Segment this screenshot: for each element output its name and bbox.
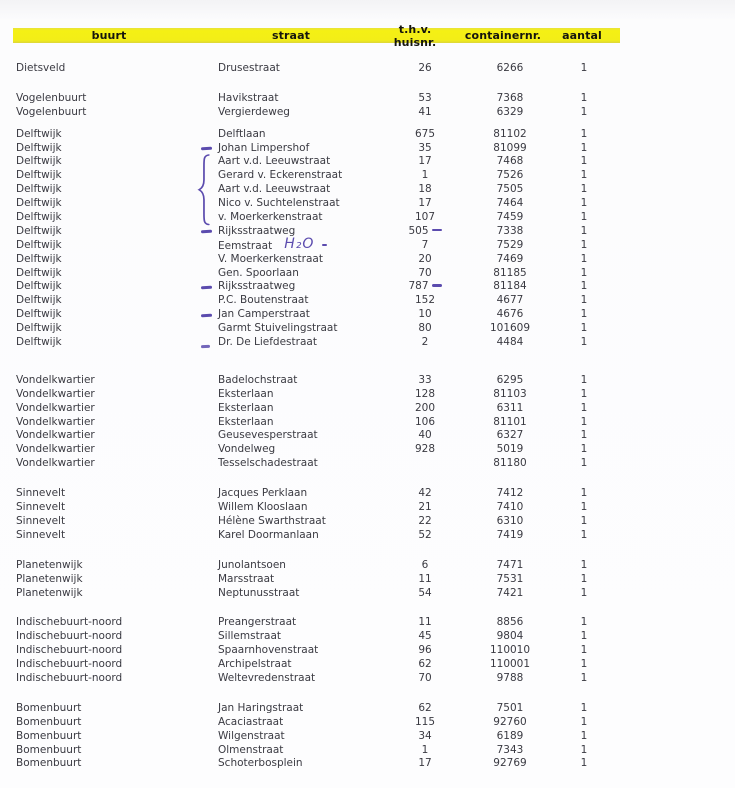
table-row [0, 142, 735, 156]
cell-containernr: 81102 [493, 127, 527, 140]
cell-huisnr: 17 [418, 757, 432, 770]
cell-aantal: 1 [580, 127, 588, 140]
cell-aantal: 1 [580, 169, 588, 182]
cell-straat: Spaarnhovenstraat [218, 644, 319, 657]
cell-aantal: 1 [580, 743, 588, 756]
cell-huisnr: 675 [414, 127, 436, 140]
cell-containernr: 92769 [493, 757, 527, 770]
table-header-row [13, 22, 620, 49]
cell-buurt: Sinnevelt [16, 514, 66, 527]
cell-aantal: 1 [580, 644, 588, 657]
table-row [0, 515, 735, 529]
table-row [0, 183, 735, 197]
handwritten-dash [201, 313, 212, 316]
cell-containernr: 7459 [496, 211, 524, 224]
cell-buurt: Indischebuurt-noord [16, 671, 123, 684]
cell-buurt: Delftwijk [16, 197, 62, 210]
cell-buurt: Delftwijk [16, 224, 62, 237]
section-sinnevelt [0, 487, 735, 543]
cell-straat: Jacques Perklaan [218, 487, 308, 500]
table-row [0, 106, 735, 120]
table-row [0, 336, 735, 350]
cell-straat: Acaciastraat [218, 715, 284, 728]
cell-aantal: 1 [580, 658, 588, 671]
cell-containernr: 101609 [489, 322, 531, 335]
cell-containernr: 81101 [493, 415, 527, 428]
table-row [0, 559, 735, 573]
cell-aantal: 1 [580, 252, 588, 265]
table-row [0, 155, 735, 169]
cell-containernr: 7501 [496, 701, 524, 714]
cell-buurt: Delftwijk [16, 280, 62, 293]
cell-huisnr: 41 [418, 105, 432, 118]
handwritten-brace-icon [197, 154, 212, 226]
table-row [0, 616, 735, 630]
cell-buurt: Sinnevelt [16, 487, 66, 500]
table-row [0, 573, 735, 587]
cell-straat: Aart v.d. Leeuwstraat [218, 183, 331, 196]
cell-straat: Geusevesperstraat [218, 429, 318, 442]
cell-containernr: 7526 [496, 169, 524, 182]
cell-buurt: Delftwijk [16, 294, 62, 307]
handwritten-dash [201, 344, 210, 347]
cell-straat: Delftlaan [218, 127, 266, 140]
cell-straat: Jan Camperstraat [218, 308, 390, 322]
cell-huisnr: 106 [414, 415, 436, 428]
table-row [0, 253, 735, 267]
cell-huisnr: 1 [421, 169, 429, 182]
cell-aantal: 1 [580, 671, 588, 684]
section-bomenbuurt [0, 702, 735, 771]
table-row [0, 658, 735, 672]
cell-containernr: 110001 [489, 658, 531, 671]
cell-huisnr: 787 [390, 280, 460, 294]
cell-containernr: 4676 [496, 308, 524, 321]
section-vondelkwartier [0, 374, 735, 471]
cell-straat: Sillemstraat [218, 630, 281, 643]
cell-containernr: 81184 [493, 280, 527, 293]
table-row [0, 92, 735, 106]
table-row [0, 169, 735, 183]
cell-containernr: 92760 [493, 715, 527, 728]
cell-containernr: 7412 [496, 487, 524, 500]
cell-containernr: 7505 [496, 183, 524, 196]
cell-aantal: 1 [580, 62, 588, 74]
table-row [0, 62, 735, 76]
cell-aantal: 1 [580, 238, 588, 251]
column-header-containernr: containernr. [464, 29, 542, 42]
cell-aantal: 1 [580, 155, 588, 168]
cell-straat: Gerard v. Eckerenstraat [218, 169, 343, 182]
cell-huisnr: 70 [418, 266, 432, 279]
cell-containernr: 7343 [496, 743, 524, 756]
cell-buurt: Indischebuurt-noord [16, 644, 123, 657]
cell-straat: Badelochstraat [218, 373, 298, 386]
cell-straat: Schoterbosplein [218, 757, 303, 770]
cell-straat: Eksterlaan [218, 387, 274, 400]
cell-containernr: 7469 [496, 252, 524, 265]
cell-straat: V. Moerkerkenstraat [218, 252, 323, 265]
cell-straat: Drusestraat [218, 62, 280, 74]
cell-buurt: Delftwijk [16, 308, 62, 321]
table-row [0, 644, 735, 658]
cell-aantal: 1 [580, 429, 588, 442]
cell-containernr: 7529 [496, 238, 524, 251]
cell-containernr: 81185 [493, 266, 527, 279]
cell-containernr: 6266 [496, 62, 524, 74]
cell-containernr: 6327 [496, 429, 524, 442]
table-row [0, 757, 735, 771]
cell-aantal: 1 [580, 487, 588, 500]
cell-huisnr [390, 457, 460, 471]
cell-buurt: Delftwijk [16, 141, 62, 154]
cell-aantal: 1 [580, 211, 588, 224]
cell-huisnr: 22 [418, 514, 432, 527]
table-row [0, 211, 735, 225]
table-row [0, 225, 735, 239]
section-vogelenbuurt [0, 92, 735, 120]
cell-buurt: Sinnevelt [16, 501, 66, 514]
cell-huisnr: 70 [418, 671, 432, 684]
cell-straat: Archipelstraat [218, 658, 292, 671]
section-dietsveld [0, 62, 735, 76]
cell-straat: Tesselschadestraat [218, 457, 318, 470]
cell-containernr: 7421 [496, 586, 524, 599]
cell-huisnr: 10 [418, 308, 432, 321]
column-header-straat: straat [272, 29, 310, 42]
cell-aantal: 1 [580, 457, 588, 470]
cell-aantal: 1 [580, 630, 588, 643]
cell-huisnr: 11 [418, 572, 432, 585]
table-row [0, 267, 735, 281]
cell-aantal: 1 [580, 729, 588, 742]
table-row [0, 443, 735, 457]
cell-containernr: 7368 [496, 91, 524, 104]
cell-huisnr: 26 [418, 62, 432, 74]
cell-aantal: 1 [580, 105, 588, 118]
cell-containernr: 9804 [496, 630, 524, 643]
cell-straat: Olmenstraat [218, 743, 284, 756]
table-row [0, 197, 735, 211]
cell-containernr: 110010 [489, 644, 531, 657]
cell-aantal: 1 [580, 266, 588, 279]
table-row [0, 402, 735, 416]
cell-aantal: 1 [580, 757, 588, 770]
cell-aantal: 1 [580, 91, 588, 104]
table-body [0, 62, 735, 787]
cell-aantal: 1 [580, 514, 588, 527]
cell-buurt: Bomenbuurt [16, 743, 82, 756]
cell-aantal: 1 [580, 336, 588, 349]
cell-buurt: Delftwijk [16, 266, 62, 279]
cell-buurt: Vondelkwartier [16, 401, 95, 414]
cell-huisnr: 33 [418, 373, 432, 386]
table-row [0, 374, 735, 388]
cell-straat: Eksterlaan [218, 415, 274, 428]
cell-buurt: Delftwijk [16, 155, 62, 168]
column-header-buurt: buurt [91, 29, 127, 42]
table-row [0, 744, 735, 758]
cell-containernr: 81099 [493, 141, 527, 154]
cell-huisnr: 80 [418, 322, 432, 335]
cell-huisnr: 53 [418, 91, 432, 104]
cell-buurt: Bomenbuurt [16, 715, 82, 728]
section-delftwijk [0, 128, 735, 350]
cell-containernr: 81103 [493, 387, 527, 400]
cell-containernr: 4484 [496, 336, 524, 349]
table-row [0, 294, 735, 308]
cell-huisnr: 505 [390, 225, 460, 239]
cell-containernr: 7471 [496, 558, 524, 571]
cell-buurt: Planetenwijk [16, 586, 83, 599]
cell-buurt: Bomenbuurt [16, 701, 82, 714]
handwritten-dash [432, 284, 442, 287]
cell-huisnr: 928 [414, 443, 436, 456]
cell-huisnr: 62 [418, 658, 432, 671]
cell-buurt: Sinnevelt [16, 528, 66, 541]
cell-buurt: Delftwijk [16, 336, 62, 349]
cell-aantal: 1 [580, 572, 588, 585]
cell-buurt: Delftwijk [16, 238, 62, 251]
section-planetenwijk [0, 559, 735, 601]
cell-aantal: 1 [580, 443, 588, 456]
table-row [0, 416, 735, 430]
table-row [0, 308, 735, 322]
cell-straat: Garmt Stuivelingstraat [218, 322, 338, 335]
cell-huisnr: 96 [418, 644, 432, 657]
cell-huisnr: 115 [414, 715, 436, 728]
cell-buurt: Planetenwijk [16, 572, 83, 585]
cell-buurt: Vondelkwartier [16, 415, 95, 428]
cell-huisnr: 18 [418, 183, 432, 196]
cell-buurt: Dietsveld [16, 62, 66, 74]
cell-containernr: 4677 [496, 294, 524, 307]
table-row [0, 529, 735, 543]
cell-buurt: Delftwijk [16, 127, 62, 140]
cell-huisnr: 1 [421, 743, 429, 756]
cell-straat: v. Moerkerkenstraat [218, 211, 323, 224]
cell-huisnr: 200 [414, 401, 436, 414]
cell-containernr: 7531 [496, 572, 524, 585]
table-row [0, 487, 735, 501]
cell-aantal: 1 [580, 415, 588, 428]
table-row [0, 587, 735, 601]
cell-buurt: Vondelkwartier [16, 429, 95, 442]
column-header-huisnr: t.h.v. huisnr. [393, 22, 437, 49]
cell-buurt: Vogelenbuurt [16, 105, 87, 118]
cell-huisnr: 20 [418, 252, 432, 265]
cell-aantal: 1 [580, 294, 588, 307]
cell-straat: Johan Limpershof [218, 142, 390, 156]
table-row [0, 429, 735, 443]
cell-aantal: 1 [580, 280, 588, 293]
cell-huisnr: 128 [414, 387, 436, 400]
cell-containernr: 7464 [496, 197, 524, 210]
cell-huisnr: 52 [418, 528, 432, 541]
cell-aantal: 1 [580, 616, 588, 629]
cell-containernr: 6311 [496, 401, 524, 414]
cell-buurt: Vondelkwartier [16, 443, 95, 456]
cell-huisnr: 7 [421, 238, 429, 251]
table-row [0, 702, 735, 716]
cell-huisnr: 54 [418, 586, 432, 599]
cell-huisnr: 35 [418, 141, 432, 154]
cell-huisnr: 21 [418, 501, 432, 514]
cell-straat: Weltevredenstraat [218, 671, 316, 684]
cell-aantal: 1 [580, 197, 588, 210]
cell-huisnr: 62 [418, 701, 432, 714]
cell-aantal: 1 [580, 308, 588, 321]
cell-buurt: Bomenbuurt [16, 757, 82, 770]
table-row [0, 280, 735, 294]
cell-containernr: 6295 [496, 373, 524, 386]
cell-aantal: 1 [580, 528, 588, 541]
cell-straat: Willem Klooslaan [218, 501, 308, 514]
cell-buurt: Vondelkwartier [16, 387, 95, 400]
cell-buurt: Delftwijk [16, 183, 62, 196]
handwritten-dash [201, 286, 212, 289]
cell-aantal: 1 [580, 701, 588, 714]
cell-buurt: Delftwijk [16, 252, 62, 265]
cell-huisnr: 107 [414, 211, 436, 224]
cell-aantal: 1 [580, 387, 588, 400]
cell-aantal: 1 [580, 141, 588, 154]
cell-huisnr: 42 [418, 487, 432, 500]
cell-buurt: Delftwijk [16, 322, 62, 335]
cell-straat: Neptunusstraat [218, 586, 300, 599]
cell-straat: Preangerstraat [218, 616, 297, 629]
cell-straat: Jan Haringstraat [218, 701, 304, 714]
cell-huisnr: 45 [418, 630, 432, 643]
cell-huisnr: 40 [418, 429, 432, 442]
cell-aantal: 1 [580, 401, 588, 414]
cell-huisnr: 34 [418, 729, 432, 742]
cell-huisnr: 152 [414, 294, 436, 307]
table-row [0, 716, 735, 730]
cell-straat: Vondelweg [218, 443, 276, 456]
cell-aantal: 1 [580, 224, 588, 237]
cell-buurt: Vondelkwartier [16, 457, 95, 470]
cell-containernr: 6189 [496, 729, 524, 742]
cell-buurt: Indischebuurt-noord [16, 616, 123, 629]
cell-containernr: 8856 [496, 616, 524, 629]
table-row [0, 457, 735, 471]
table-row [0, 128, 735, 142]
cell-buurt: Indischebuurt-noord [16, 658, 123, 671]
cell-straat: Hélène Swarthstraat [218, 514, 326, 527]
cell-aantal: 1 [580, 715, 588, 728]
cell-straat: Wilgenstraat [218, 729, 285, 742]
cell-buurt: Planetenwijk [16, 558, 83, 571]
cell-huisnr: 11 [418, 616, 432, 629]
table-row [0, 730, 735, 744]
cell-aantal: 1 [580, 373, 588, 386]
handwritten-dash [322, 244, 327, 246]
cell-aantal: 1 [580, 586, 588, 599]
cell-huisnr: 17 [418, 155, 432, 168]
cell-straat: Karel Doormanlaan [218, 528, 319, 541]
section-indischebuurt-noord [0, 616, 735, 685]
cell-containernr: 7338 [496, 224, 524, 237]
cell-straat: Eemstraat H₂O [218, 239, 390, 253]
cell-huisnr: 6 [421, 558, 429, 571]
cell-straat: Havikstraat [218, 91, 279, 104]
cell-straat: Rijksstraatweg [218, 280, 390, 294]
cell-containernr: 6329 [496, 105, 524, 118]
table-row [0, 388, 735, 402]
cell-containernr: 7419 [496, 528, 524, 541]
cell-straat: Vergierdeweg [218, 105, 290, 118]
cell-straat: Marsstraat [218, 572, 275, 585]
handwritten-note: H₂O [284, 235, 315, 252]
cell-huisnr: 2 [421, 336, 429, 349]
cell-containernr: 7410 [496, 501, 524, 514]
table-row [0, 322, 735, 336]
table-row [0, 672, 735, 686]
cell-straat: P.C. Boutenstraat [218, 294, 309, 307]
cell-aantal: 1 [580, 183, 588, 196]
cell-straat: Aart v.d. Leeuwstraat [218, 155, 331, 168]
table-row [0, 630, 735, 644]
cell-containernr: 5019 [496, 443, 524, 456]
table-row [0, 501, 735, 515]
cell-buurt: Indischebuurt-noord [16, 630, 123, 643]
cell-buurt: Vondelkwartier [16, 373, 95, 386]
cell-aantal: 1 [580, 558, 588, 571]
cell-straat: Nico v. Suchtelenstraat [218, 197, 340, 210]
cell-straat: Junolantsoen [218, 558, 286, 571]
cell-buurt: Vogelenbuurt [16, 91, 87, 104]
cell-buurt: Bomenbuurt [16, 729, 82, 742]
cell-straat: Rijksstraatweg [218, 225, 390, 239]
cell-aantal: 1 [580, 501, 588, 514]
cell-containernr: 81180 [493, 457, 527, 470]
column-header-aantal: aantal [562, 29, 602, 42]
cell-aantal: 1 [580, 322, 588, 335]
cell-huisnr: 17 [418, 197, 432, 210]
cell-straat: Eksterlaan [218, 401, 274, 414]
cell-containernr: 6310 [496, 514, 524, 527]
handwritten-dash [432, 229, 442, 232]
table-row [0, 235, 735, 253]
cell-containernr: 7468 [496, 155, 524, 168]
cell-buurt: Delftwijk [16, 211, 62, 224]
cell-straat: Gen. Spoorlaan [218, 266, 299, 279]
cell-buurt: Delftwijk [16, 169, 62, 182]
cell-containernr: 9788 [496, 671, 524, 684]
cell-straat: Dr. De Liefdestraat [218, 336, 390, 350]
